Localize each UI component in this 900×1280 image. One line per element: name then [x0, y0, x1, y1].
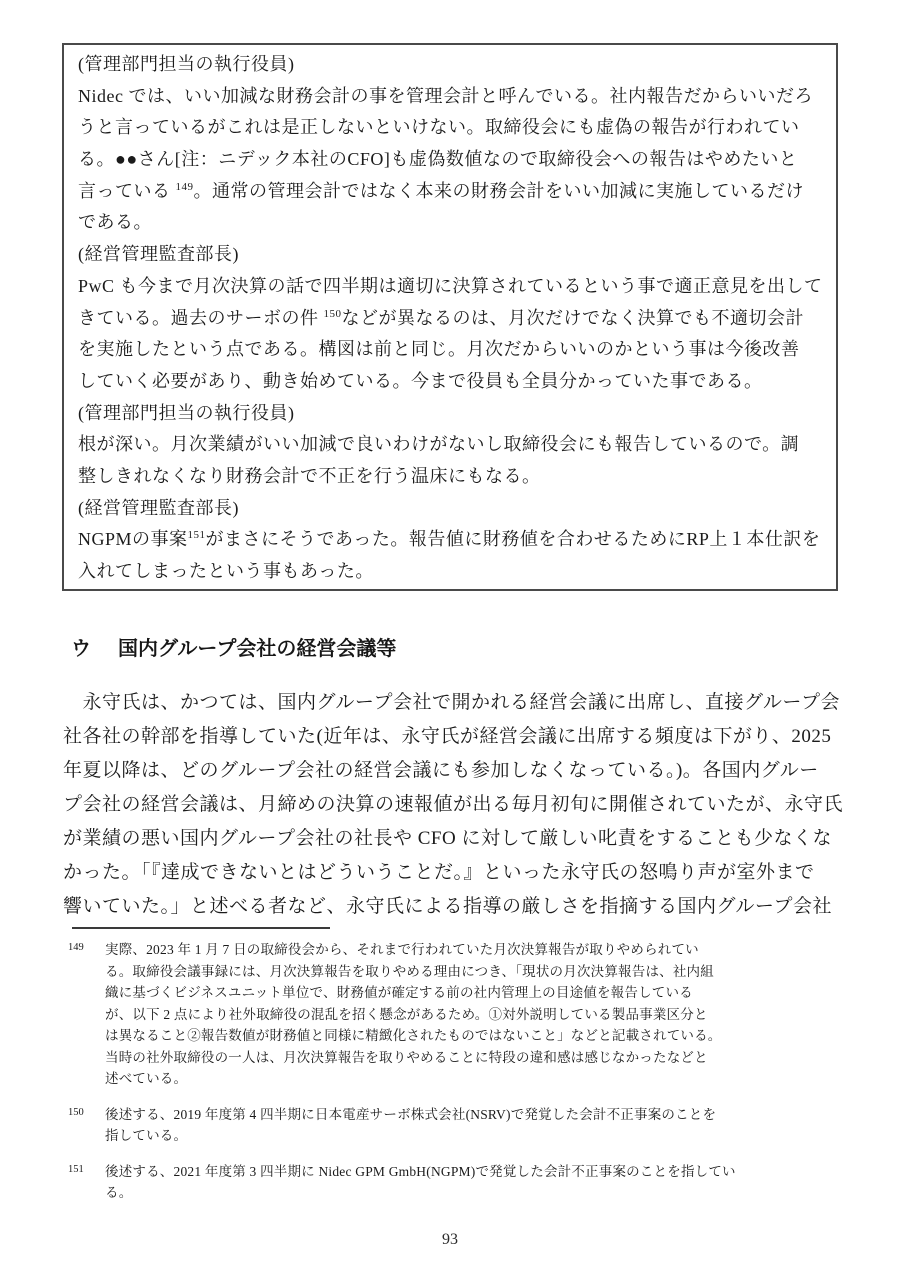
body-line: 永守氏は、かつては、国内グループ会社で開かれる経営会議に出席し、直接グループ会 — [63, 692, 840, 713]
page-number: 93 — [442, 1231, 458, 1248]
footnote-ref: 150 — [323, 307, 342, 320]
quote-line — [78, 239, 826, 271]
footnote-line: が、以下 2 点により社外取締役の混乱を招く懸念があるため。①対外説明している製品事業区分と — [105, 1006, 708, 1022]
footnote-line: 実際、2023 年 1 月 7 日の取締役会から、それまで行われていた月次決算報告が取りやめられてい — [105, 942, 699, 957]
body-paragraph — [63, 686, 843, 924]
quote-text: である。 — [78, 212, 152, 233]
footnote-ref: 149 — [175, 180, 194, 193]
quote-text: (経営管理監査部長) — [78, 497, 239, 518]
body-line: 年夏以降は、どのグループ会社の経営会議にも参加しなくなっている。)。各国内グルー — [63, 760, 819, 781]
quote-text: (経営管理監査部長) — [78, 244, 239, 265]
body-line: プ会社の経営会議は、月締めの決算の速報値が出る毎月初旬に開催されていたが、永守氏 — [63, 794, 843, 815]
footnote-ref: 151 — [187, 529, 206, 542]
section-heading — [71, 632, 396, 661]
body-line: 社各社の幹部を指導していた(近年は、永守氏が経営会議に出席する頻度は下がり、2025 — [63, 726, 832, 747]
footnote-line: 述べている。 — [105, 1071, 188, 1086]
quote-text: (管理部門担当の執行役員) — [78, 402, 295, 423]
quote-text: 根が深い。月次業績がいい加減で良いわけがないし取締役会にも報告しているので。調 — [78, 434, 800, 455]
footnote-separator — [72, 927, 330, 929]
footnote-line: 指している。 — [105, 1128, 188, 1143]
quote-text: Nidec では、いい加減な財務会計の事を管理会計と呼んでいる。社内報告だからいいだろ — [78, 85, 813, 106]
quote-line — [78, 398, 826, 430]
quote-text: NGPMの事案 — [78, 529, 188, 550]
quote-text: うと言っているがこれは是正しないといけない。取締役会にも虚偽の報告が行われてい — [78, 117, 800, 138]
footnote-text — [105, 1161, 842, 1204]
footnote-number: 149 — [68, 942, 84, 953]
quote-box — [62, 43, 838, 591]
footnote-line: 織に基づくビジネスユニット単位で、財務値が確定する前の社内管理上の目途値を報告している — [105, 985, 693, 1000]
quote-text: る。●●さん[注：ニデック本社のCFO]も虚偽数値なので取締役会への報告はやめたいと — [78, 149, 798, 170]
quote-text: (管理部門担当の執行役員) — [78, 54, 295, 74]
quote-text: 。通常の管理会計ではなく本来の財務会計をいい加減に実施しているだけ — [193, 180, 804, 201]
footnote-line: は異なること②報告数値が財務値と同様に精緻化されたものではないこと」などと記載されている。 — [105, 1028, 722, 1043]
footnote-line: る。取締役会議事録には、月次決算報告を取りやめる理由につき、「現状の月次決算報告は、社内組 — [105, 963, 714, 979]
quote-text: きている。過去のサーボの件 — [78, 307, 324, 328]
quote-text: を実施したという点である。構図は前と同じ。月次だからいいのかという事は今後改善 — [78, 339, 800, 360]
quote-text: していく必要があり、動き始めている。今まで役員も全員分かっていた事である。 — [78, 370, 763, 391]
quote-text: 整しきれなくなり財務会計で不正を行う温床にもなる。 — [78, 465, 541, 486]
quote-line — [78, 207, 826, 239]
quote-line — [78, 366, 826, 398]
quote-line — [78, 112, 826, 144]
footnote-number: 150 — [68, 1106, 84, 1118]
quote-line — [78, 493, 826, 525]
quote-line — [78, 461, 826, 493]
footnote-line: 当時の社外取締役の一人は、月次決算報告を取りやめることに特段の違和感は感じなかったなどと — [105, 1049, 708, 1065]
quote-text: などが異なるのは、月次だけでなく決算でも不適切会計 — [341, 307, 804, 328]
quote-line — [78, 81, 826, 113]
footnote-line: る。 — [105, 1185, 133, 1200]
footnote — [68, 1104, 842, 1147]
body-line: かった。「『達成できないとはどういうことだ。』といった永守氏の怒鳴り声が室外まで — [63, 862, 815, 883]
body-line: が業績の悪い国内グループ会社の社長や CFO に対して厳しい叱責をすることも少なくな — [63, 828, 832, 849]
quote-line — [78, 334, 826, 366]
footnote-line: 後述する、2021 年度第 3 四半期に Nidec GPM GmbH(NGPM)で発覚した会計不正事案のことを指してい — [105, 1163, 736, 1179]
quote-text: 言っている — [78, 180, 176, 201]
section-title: 国内グループ会社の経営会議等 — [118, 638, 397, 660]
footnote — [68, 939, 842, 1090]
quote-line — [78, 556, 826, 588]
footnote — [68, 1161, 842, 1204]
quote-text: PwC も今まで月次決算の話で四半期は適切に決算されているという事で適正意見を出して — [78, 275, 823, 296]
quote-line — [78, 49, 826, 81]
section-label: ウ — [71, 638, 91, 660]
footnote-text — [105, 939, 842, 1090]
footnotes-section — [68, 939, 842, 1218]
quote-line — [78, 524, 826, 556]
footnote-text — [105, 1104, 842, 1147]
body-line: 響いていた。」と述べる者など、永守氏による指導の厳しさを指摘する国内グループ会社 — [63, 896, 832, 917]
quote-text: がまさにそうであった。報告値に財務値を合わせるためにRP上１本仕訳を — [205, 529, 821, 550]
footnote-line: 後述する、2019 年度第 4 四半期に日本電産サーボ株式会社(NSRV)で発覚した会計不正事案のことを — [105, 1106, 717, 1122]
quote-line — [78, 176, 826, 208]
footnote-number: 151 — [68, 1163, 84, 1175]
quote-line — [78, 144, 826, 176]
quote-line — [78, 271, 826, 303]
quote-text: 入れてしまったという事もあった。 — [78, 561, 374, 581]
quote-line — [78, 429, 826, 461]
quote-line — [78, 303, 826, 335]
